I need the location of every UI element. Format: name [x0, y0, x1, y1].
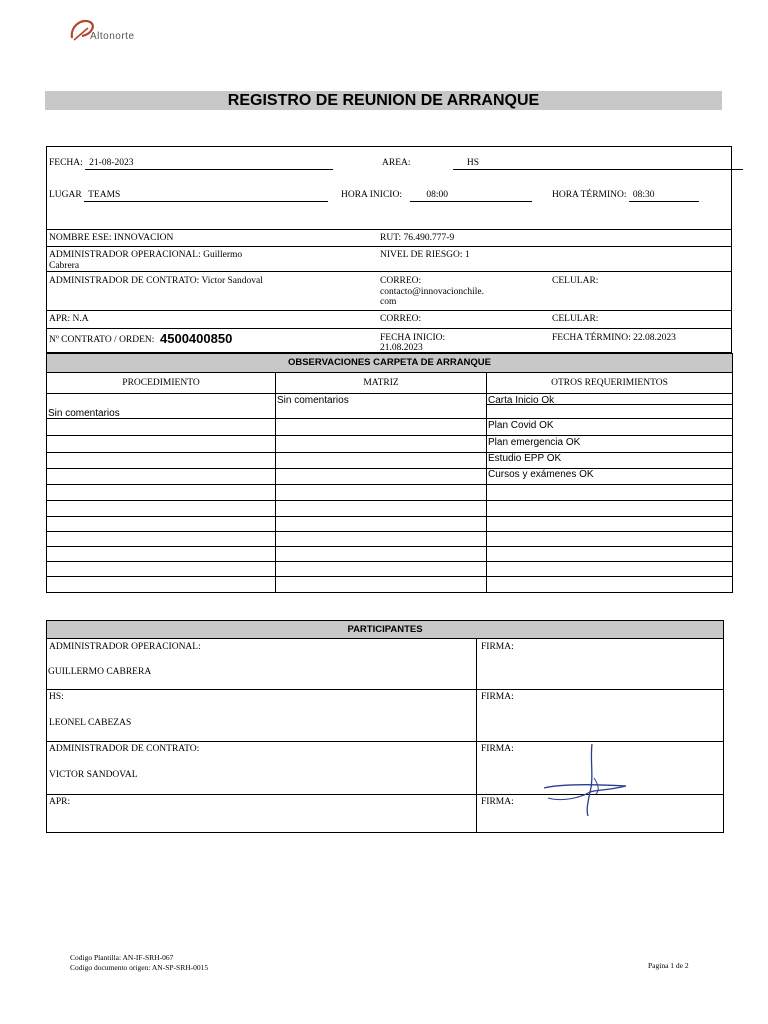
otros-item: Plan Covid OK: [488, 420, 554, 431]
col-procedimiento-header: PROCEDIMIENTO: [122, 378, 200, 388]
rut: RUT: 76.490.777-9: [380, 233, 455, 243]
participante-row-line: [46, 689, 724, 690]
grid-row-line: [46, 546, 733, 547]
info-divider: [46, 310, 732, 311]
grid-row-line: [46, 531, 733, 532]
hora-inicio-field: HORA INICIO: 08:00: [341, 190, 532, 202]
celular-label: CELULAR:: [552, 276, 599, 286]
admin-operacional-line2: Cabrera: [49, 261, 80, 271]
celular-label-2: CELULAR:: [552, 314, 599, 324]
fecha-value: 21-08-2023: [85, 158, 333, 170]
otros-item: Cursos y exámenes OK: [488, 469, 594, 480]
lugar-value: TEAMS: [84, 190, 328, 202]
firma-label: FIRMA:: [481, 744, 514, 754]
otros-item: Plan emergencia OK: [488, 437, 581, 448]
participante-name: LEONEL CABEZAS: [49, 718, 132, 728]
logo-text: Altonorte: [90, 31, 135, 42]
grid-row-line: [46, 561, 733, 562]
grid-row-line: [46, 576, 733, 577]
firma-label: FIRMA:: [481, 692, 514, 702]
col-divider: [275, 373, 276, 593]
fecha-field: FECHA: 21-08-2023: [49, 158, 333, 170]
grid-row-line: [46, 452, 733, 453]
participante-name: GUILLERMO CABRERA: [48, 667, 152, 677]
col-divider: [486, 373, 487, 593]
firma-label: FIRMA:: [481, 797, 514, 807]
procedimiento-text: Sin comentarios: [48, 408, 120, 419]
observaciones-table: [46, 353, 733, 593]
firma-col-divider: [476, 638, 477, 833]
correo-label: CORREO:: [380, 276, 422, 286]
participante-role: APR:: [49, 797, 71, 807]
grid-row-line: [46, 500, 733, 501]
codigo-plantilla: Codigo Plantilla: AN-IF-SRH-067: [70, 953, 174, 962]
col-matriz-header: MATRIZ: [363, 378, 399, 388]
otros-item: Estudio EPP OK: [488, 453, 562, 464]
participante-role: HS:: [49, 692, 64, 702]
hora-inicio-value: 08:00: [410, 190, 532, 202]
correo-value-line2: com: [380, 297, 397, 307]
participante-name: VICTOR SANDOVAL: [49, 770, 138, 780]
grid-row-line: [46, 418, 733, 419]
fecha-inicio-label: FECHA INICIO:: [380, 333, 446, 343]
contrato-label: Nº CONTRATO / ORDEN:: [49, 335, 155, 345]
grid-row-line: [46, 468, 733, 469]
hora-termino-field: HORA TÉRMINO: 08:30: [552, 190, 699, 202]
grid-row-line: [46, 435, 733, 436]
info-divider: [46, 229, 732, 230]
codigo-documento: Codigo documento origen: AN-SP-SRH-0015: [70, 963, 209, 972]
fecha-inicio-value: 21.08.2023: [380, 343, 423, 353]
info-divider: [46, 271, 732, 272]
info-divider: [46, 328, 732, 329]
participantes-header: PARTICIPANTES: [47, 621, 723, 639]
info-divider: [46, 246, 732, 247]
grid-row-line: [46, 516, 733, 517]
participante-role: ADMINISTRADOR DE CONTRATO:: [49, 744, 200, 754]
signature-image: [540, 740, 635, 820]
grid-row-line: [46, 484, 733, 485]
lugar-field: LUGAR TEAMS: [49, 190, 328, 202]
area-field: AREA: HS: [382, 158, 743, 170]
apr: APR: N.A: [49, 314, 89, 324]
nombre-ese: NOMBRE ESE: INNOVACION: [49, 233, 174, 243]
nivel-riesgo: NIVEL DE RIESGO: 1: [380, 250, 470, 260]
otros-item: Carta Inicio Ok: [488, 395, 555, 406]
col-otros-header: OTROS REQUERIMIENTOS: [551, 378, 668, 388]
matriz-text: Sin comentarios: [277, 395, 349, 406]
document-title: REGISTRO DE REUNION DE ARRANQUE: [45, 91, 722, 110]
admin-operacional-line1: ADMINISTRADOR OPERACIONAL: Guillermo: [49, 250, 243, 260]
participante-role: ADMINISTRADOR OPERACIONAL:: [49, 642, 201, 652]
area-value: HS: [453, 158, 743, 170]
contrato-value: 4500400850: [160, 331, 233, 346]
row-divider: [46, 393, 733, 394]
correo-label-2: CORREO:: [380, 314, 422, 324]
correo-value-line1: contacto@innovacionchile.: [380, 287, 484, 297]
admin-contrato: ADMINISTRADOR DE CONTRATO: Victor Sandoval: [49, 276, 263, 286]
observaciones-header: OBSERVACIONES CARPETA DE ARRANQUE: [47, 354, 732, 373]
fecha-termino: FECHA TÉRMINO: 22.08.2023: [552, 333, 676, 343]
page-number: Pagina 1 de 2: [648, 961, 689, 970]
firma-label: FIRMA:: [481, 642, 514, 652]
hora-termino-value: 08:30: [629, 190, 699, 202]
